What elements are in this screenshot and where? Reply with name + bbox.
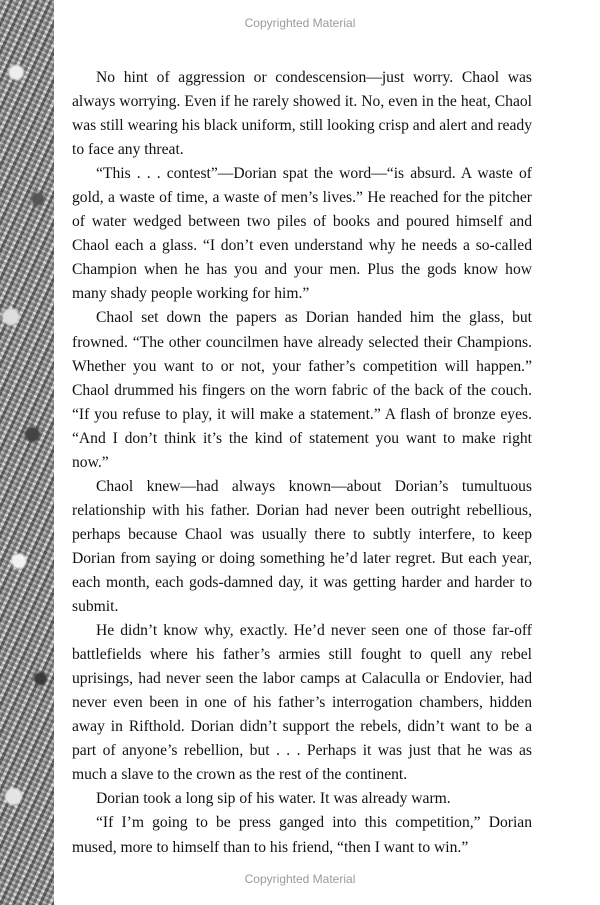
- page-edge-texture: [0, 0, 54, 905]
- paragraph-6: Dorian took a long sip of his water. It was already warm.: [96, 790, 451, 808]
- paragraph-4: Chaol knew—had always known—about Dorian’s tumultuous relationship with his father. Dorian had never been outright rebellious, perhaps because Chaol was usually there to subtly interfere, to keep Dorian from saying or doing something he’d later regret. But each year, each month, each gods-damned day, it was getting harder and harder to submit.: [72, 477, 532, 616]
- paragraph-2: “This . . . contest”—Dorian spat the word—“is absurd. A waste of gold, a waste of time, a waste of men’s lives.” He reached for the pitcher of water wedged between two piles of books and poured himself and Chaol each a glass. “I don’t even understand why he needs a so-called Champion when he has you and your men. Plus the gods know how many shady people working for him.”: [72, 165, 532, 303]
- watermark-bottom: Copyrighted Material: [244, 872, 356, 886]
- paragraph-7: “If I’m going to be press ganged into this competition,” Dorian mused, more to himself than to his friend, “then I want to win.”: [72, 814, 532, 856]
- paragraph-5: He didn’t know why, exactly. He’d never seen one of those far-off battlefields where his father’s armies still fought to quell any rebel uprisings, had never seen the labor camps at Calaculla or Endovier, had never even been in one of his father’s interrogation chambers, hidden away in Rifthold. Dorian didn’t support the rebels, didn’t want to be a part of anyone’s rebellion, but . . . Perhaps it was just that he was as much a slave to the crown as the rest of the continent.: [72, 622, 532, 784]
- paragraph-1: No hint of aggression or condescension—just worry. Chaol was always worrying. Even if he rarely showed it. No, even in the heat, Chaol was still wearing his black uniform, still looking crisp and alert and ready to face any threat.: [72, 69, 532, 159]
- watermark-top: Copyrighted Material: [244, 16, 356, 30]
- paragraph-3: Chaol set down the papers as Dorian handed him the glass, but frowned. “The other councilmen have already selected their Champions. Whether you want to or not, your father’s competition will happen.” Chaol drummed his fingers on the worn fabric of the back of the couch. “If you refuse to play, it will make a statement.” A flash of bronze eyes. “And I don’t think it’s the kind of statement you want to make right now.”: [72, 309, 532, 471]
- body-text: [72, 66, 532, 860]
